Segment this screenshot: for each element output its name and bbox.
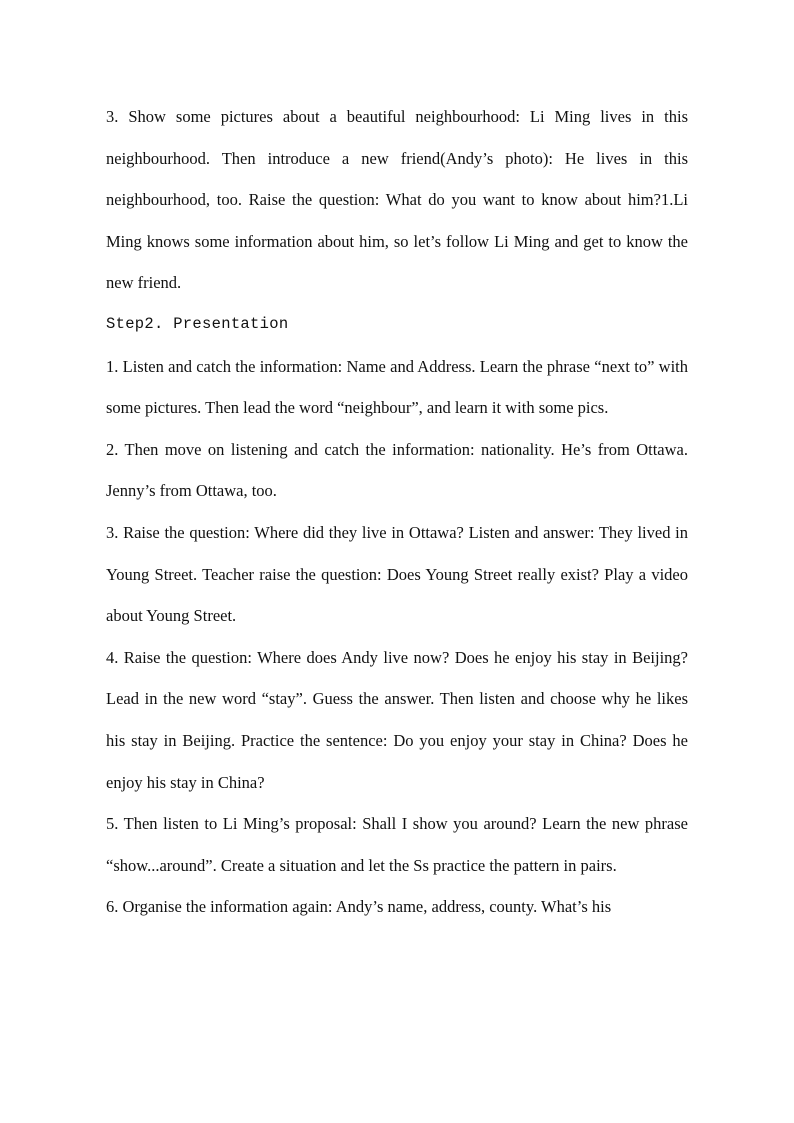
step-paragraph-6: 6. Organise the information again: Andy’s name, address, county. What’s his <box>106 897 612 917</box>
step-paragraph-3: 3. Raise the question: Where did they live in Ottawa? Listen and answer: They lived in Young Street. Teacher raise the question: Does Young Street really exist? Play a video about Young Street. <box>106 522 688 626</box>
step-paragraph-1: 1. Listen and catch the information: Name and Address. Learn the phrase “next to” with some pictures. Then lead the word “neighbour”, and learn it with some pics. <box>106 356 688 418</box>
section-heading: Step2. Presentation <box>106 314 289 333</box>
step-paragraph-2: 2. Then move on listening and catch the information: nationality. He’s from Ottawa. Jenny’s from Ottawa, too. <box>106 439 688 501</box>
intro-paragraph: 3. Show some pictures about a beautiful neighbourhood: Li Ming lives in this neighbourhood. Then introduce a new friend(Andy’s photo): He lives in this neighbourhood, too. Raise the question: What do you want to know about him?1.Li Ming knows some information about him, so let’s follow Li Ming and get to know the new friend. <box>106 107 688 293</box>
step-paragraph-4: 4. Raise the question: Where does Andy live now? Does he enjoy his stay in Beijing? Lead in the new word “stay”. Guess the answer. Then listen and choose why he likes his stay in Beijing. Practice the sentence: Do you enjoy your stay in China? Does he enjoy his stay in China? <box>106 647 688 792</box>
document-body <box>106 96 688 928</box>
step-paragraph-5: 5. Then listen to Li Ming’s proposal: Shall I show you around? Learn the new phrase “show...around”. Create a situation and let the Ss practice the pattern in pairs. <box>106 814 688 875</box>
